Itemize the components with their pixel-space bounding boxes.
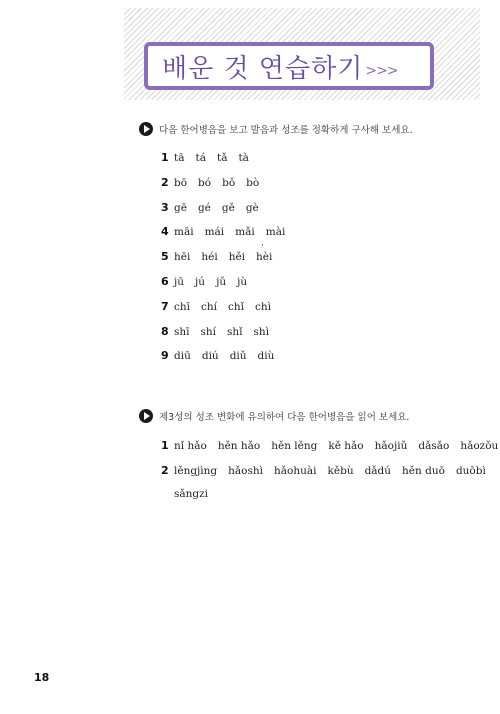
item-number: 7 bbox=[161, 300, 169, 313]
pinyin-word: duōbì bbox=[455, 465, 486, 477]
syllable: shǐ bbox=[227, 326, 243, 338]
syllable: hēi bbox=[174, 251, 191, 263]
play-icon bbox=[139, 409, 153, 423]
syllable: gè bbox=[245, 202, 259, 214]
syllable: mái bbox=[204, 226, 225, 238]
syllable: shí bbox=[200, 326, 217, 338]
exercise-row bbox=[161, 201, 270, 214]
syllable: bǒ bbox=[222, 177, 236, 189]
item-number: 9 bbox=[161, 349, 169, 362]
pinyin-word: hǎozǒu bbox=[460, 440, 499, 452]
item-number: 6 bbox=[161, 275, 169, 288]
syllable: shī bbox=[174, 326, 190, 338]
exercise-row bbox=[161, 225, 296, 238]
syllable: diū bbox=[174, 350, 191, 362]
pinyin-word: kěbù bbox=[327, 465, 354, 477]
item-number: 8 bbox=[161, 325, 169, 338]
exercise-row bbox=[161, 349, 285, 362]
exercise-row bbox=[161, 176, 270, 189]
syllable: tā bbox=[174, 152, 185, 164]
pinyin-word: hǎoshì bbox=[228, 465, 264, 477]
syllable: diú bbox=[201, 350, 219, 362]
title-arrows-icon: >>> bbox=[365, 63, 398, 79]
exercise-row bbox=[161, 250, 283, 263]
exercise-row bbox=[161, 151, 260, 164]
pinyin-word: hǎojiǔ bbox=[374, 440, 408, 452]
syllable: tá bbox=[195, 152, 206, 164]
syllable: chī bbox=[174, 301, 191, 313]
item-number: 5 bbox=[161, 250, 169, 263]
pinyin-word: hěn duō bbox=[402, 465, 445, 477]
item-number: 1 bbox=[161, 439, 169, 452]
exercise-row bbox=[161, 325, 280, 338]
section-title: 배운 것 연습하기 bbox=[162, 53, 364, 84]
section-title-box bbox=[144, 42, 434, 90]
syllable: diǔ bbox=[229, 350, 247, 362]
play-icon bbox=[139, 122, 153, 136]
pinyin-word: hǎohuài bbox=[274, 465, 317, 477]
syllable: tǎ bbox=[216, 152, 228, 164]
instruction-1 bbox=[139, 122, 413, 136]
syllable: tà bbox=[238, 152, 249, 164]
item-number: 3 bbox=[161, 201, 169, 214]
syllable: hèi bbox=[256, 251, 273, 263]
pinyin-word: hěn hǎo bbox=[217, 440, 261, 452]
syllable: jù bbox=[237, 276, 248, 288]
syllable: hěi bbox=[228, 251, 246, 263]
syllable: bò bbox=[246, 177, 260, 189]
pinyin-word: sǎngzi bbox=[174, 488, 209, 500]
item-number: 4 bbox=[161, 225, 169, 238]
exercise-row bbox=[161, 464, 497, 477]
syllable: bō bbox=[174, 177, 188, 189]
syllable: chǐ bbox=[228, 301, 245, 313]
syllable: gě bbox=[221, 202, 235, 214]
syllable: diù bbox=[257, 350, 275, 362]
syllable: bó bbox=[198, 177, 212, 189]
syllable: gē bbox=[174, 202, 187, 214]
syllable: héi bbox=[201, 251, 218, 263]
pinyin-word: dǎdú bbox=[364, 465, 392, 477]
instruction-2 bbox=[139, 409, 409, 423]
syllable: jǔ bbox=[216, 276, 227, 288]
syllable: shì bbox=[253, 326, 270, 338]
syllable: mǎi bbox=[235, 226, 255, 238]
syllable: chì bbox=[255, 301, 272, 313]
pinyin-word: lěngjìng bbox=[174, 465, 218, 477]
pinyin-word: nǐ hǎo bbox=[174, 440, 207, 452]
print-speck bbox=[262, 244, 263, 246]
syllable: mài bbox=[265, 226, 286, 238]
pinyin-word: kě hǎo bbox=[328, 440, 364, 452]
item-number: 2 bbox=[161, 176, 169, 189]
syllable: chí bbox=[201, 301, 218, 313]
item-number: 2 bbox=[161, 464, 169, 477]
syllable: jú bbox=[195, 276, 206, 288]
exercise-row bbox=[161, 439, 500, 452]
exercise-row bbox=[161, 300, 282, 313]
item-number: 1 bbox=[161, 151, 169, 164]
pinyin-word: dǎsǎo bbox=[418, 440, 450, 452]
exercise-row bbox=[161, 275, 258, 288]
instruction-1-text: 다음 한어병음을 보고 발음과 성조를 정확하게 구사해 보세요. bbox=[159, 125, 413, 136]
pinyin-word: hěn lěng bbox=[271, 440, 318, 452]
page-number: 18 bbox=[34, 671, 50, 684]
syllable: jū bbox=[174, 276, 185, 288]
syllable: māi bbox=[174, 226, 194, 238]
syllable: gé bbox=[197, 202, 211, 214]
instruction-2-text: 제3성의 성조 변화에 유의하여 다음 한어병음을 읽어 보세요. bbox=[159, 412, 410, 423]
